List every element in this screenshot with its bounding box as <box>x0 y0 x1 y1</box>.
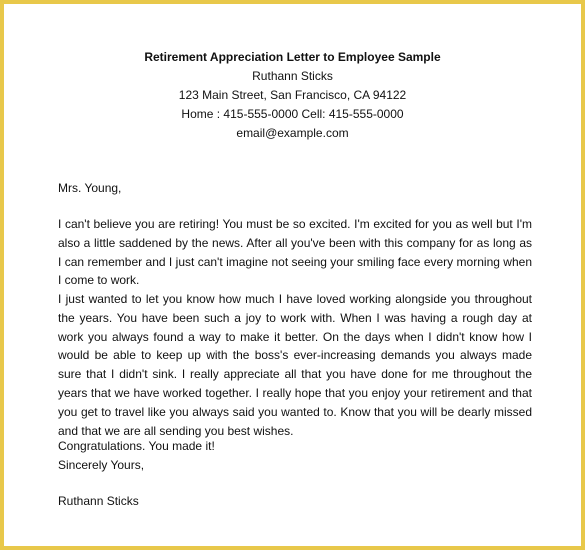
paragraph-2: I just wanted to let you know how much I have loved working alongside you throughout the years. You have been such a joy to work with. When I was having a rough day at work you always found a way to make it better. On the days when I didn't know how I would be able to keep up with the boss's ever-increasing demands you always made sure that I didn't sink. I really appreciate all that you have done for me throughout the years that we have worked together. I really hope that you enjoy your retirement and that you get to travel like you always said you wanted to. Know that you will be dearly missed and that we are all sending you best wishes. <box>58 292 532 438</box>
letter-title: Retirement Appreciation Letter to Employee Sample <box>144 50 441 64</box>
sender-email: email@example.com <box>236 126 349 140</box>
greeting: Mrs. Young, <box>58 181 122 195</box>
signature: Ruthann Sticks <box>58 494 139 508</box>
sign-off: Sincerely Yours, <box>58 458 145 472</box>
sender-address: 123 Main Street, San Francisco, CA 94122 <box>178 88 407 102</box>
closing-line: Congratulations. You made it! <box>58 439 215 453</box>
letter-header <box>4 48 581 143</box>
sender-phones: Home : 415-555-0000 Cell: 415-555-0000 <box>181 107 404 121</box>
sender-name: Ruthann Sticks <box>252 69 333 83</box>
paragraph-1: I can't believe you are retiring! You must be so excited. I'm excited for you as well but I'm also a little saddened by the news. After all you've been with this company for as long as I can remember and I just can't imagine not seeing your smiling face every morning when I come to work. <box>58 217 532 288</box>
